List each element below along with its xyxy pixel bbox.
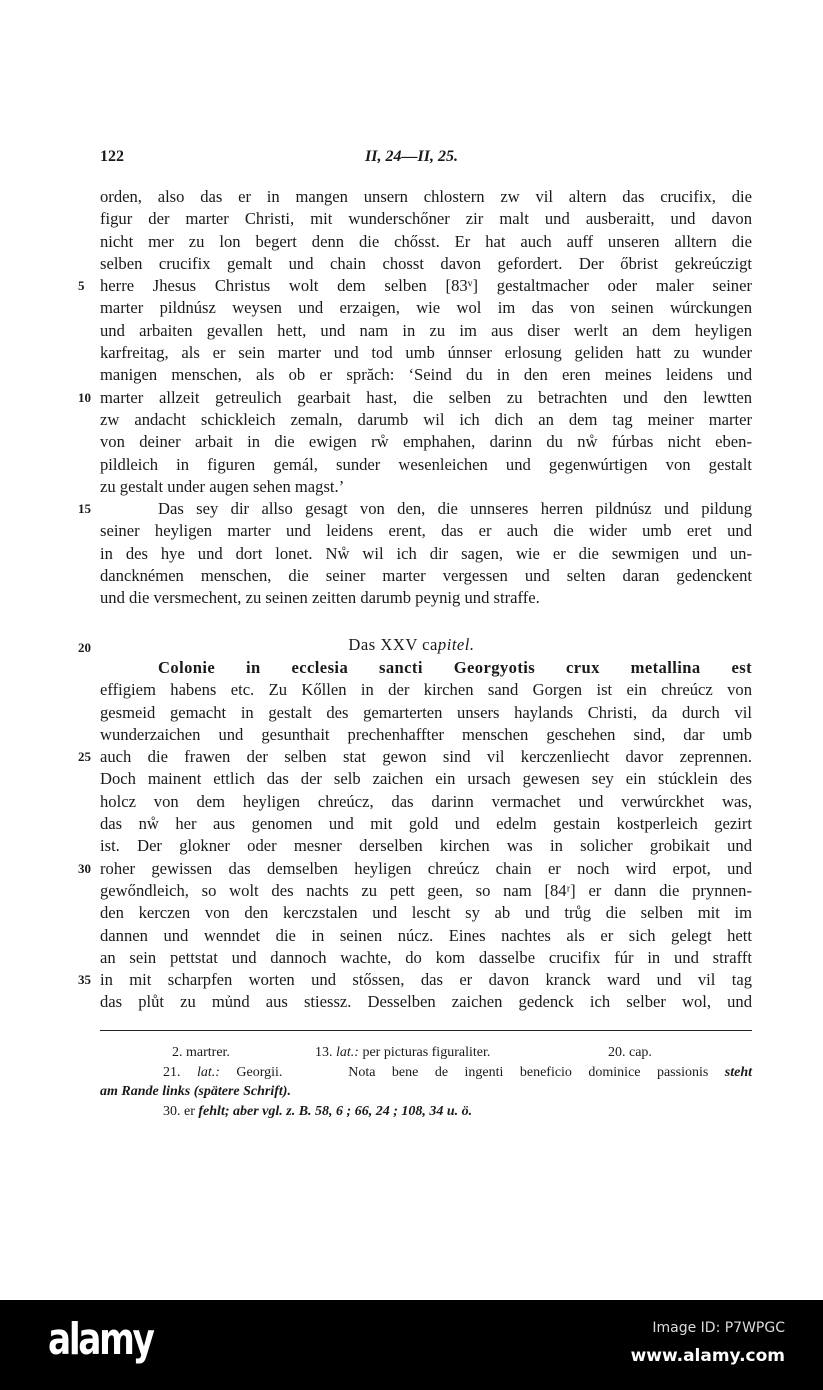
text-line: von deiner arbait in die ewigen rẘ emphahen, darinn du nẘ fúrbas nicht eben-	[100, 432, 752, 452]
text-line: in des hye und dort lonet. Nẘ wil ich dir sagen, wie er die sewmigen und un-	[100, 543, 752, 563]
text-line: orden, also das er in mangen unsern chlostern zw vil altern das crucifix, die	[100, 187, 752, 206]
text-line: 30 roher gewissen das demselben heyligen chreúcz chain er noch wird erpot, und	[100, 858, 752, 880]
footnote: 13. lat.: per picturas figuraliter.	[315, 1045, 491, 1060]
line-number: 35	[78, 972, 91, 988]
text-line: das plůt zu mủnd aus stiessz. Desselben zaichen gedenck ich selber wol, und	[100, 992, 752, 1012]
text-line: 15 Das sey dir allso gesagt von den, die unnseres herren pildnúsz und pildung	[100, 498, 752, 520]
text-line: Colonie in ecclesia sancti Georgyotis crux metallina est	[158, 658, 752, 677]
image-id: Image ID: P7WPGC	[652, 1320, 785, 1336]
text-line: manigen menschen, als ob er sprăch: ‘Seind du in den eren meines leidens und	[100, 365, 752, 385]
site-url: www.alamy.com	[630, 1346, 785, 1366]
body-text-part-1	[78, 186, 752, 610]
text-line: marter pildnúsz weysen und erzaigen, wie wol im das von seinen wúrckungen	[100, 298, 752, 318]
footnote: 20. cap.	[608, 1045, 652, 1060]
text-line: wunderzaichen und gesunthait prechenhaffter menschen geschehen sind, dar umb	[100, 724, 752, 744]
text-line: seiner heyligen marter und leidens erent, das er auch die wider umb eret und	[100, 521, 752, 541]
footnote: am Rande links (spätere Schrift).	[100, 1084, 291, 1099]
footnote: 30. er fehlt; aber vgl. z. B. 58, 6 ; 66, 24 ; 108, 34 u. ö.	[163, 1104, 473, 1119]
text-line: 25 auch die frawen der selben stat gewon sind vil kerczenliecht davor zeprennen.	[100, 746, 752, 768]
footnote-rule	[100, 1030, 752, 1031]
text-line: dannen und wenndet die in seinen núcz. Eines nachtes als er sich gelegt hett	[100, 925, 752, 945]
text-line: zw andacht schickleich zemaln, darumb wil ich dich an dem tag meiner marter	[100, 409, 752, 429]
watermark-banner	[0, 1300, 823, 1390]
text-line: und arbaiten gevallen hett, und nam in zu im aus diser werlt an dem heyligen	[100, 320, 752, 340]
text-line: figur der marter Christi, mit wunderschőner zir malt und ausberaitt, und davon	[100, 209, 752, 229]
text-line: dancknémen menschen, die seiner marter vergessen und selten daran gedenckent	[100, 566, 752, 586]
footnote: 2. martrer.	[172, 1045, 230, 1060]
text-line: karfreitag, als er sein marter und tod umb únnser erlosung geliden hatt zu wunder	[100, 343, 752, 363]
text-line: holcz von dem heyligen chreúcz, das darinn vermachet und verwúrckhet was,	[100, 791, 752, 811]
body-text-part-2	[78, 657, 752, 1014]
line-number: 10	[78, 389, 91, 405]
text-line: zu gestalt under augen sehen magst.’	[100, 476, 345, 496]
chapter-heading: Das XXV capitel.	[348, 635, 475, 654]
text-line: gewőndleich, so wolt des nachts zu pett geen, so nam [84ʳ] er dann die prynnen-	[100, 880, 752, 900]
text-line: den kerczen von den kerczstalen und lescht sy ab und trůg die selben mit im	[100, 903, 752, 923]
text-line: gesmeid gemacht in gestalt des gemarterten unsers haylands Christi, da durch vil	[100, 702, 752, 722]
text-line: und die versmechent, zu seinen zeitten darumb peynig und straffe.	[100, 588, 540, 608]
line-number: 30	[78, 860, 91, 876]
text-line: effigiem habens etc. Zu Kőllen in der kirchen sand Gorgen ist ein chreúcz von	[100, 680, 752, 700]
line-number: 5	[78, 278, 85, 294]
alamy-logo: alamy	[48, 1314, 153, 1365]
text-line: 35 in mit scharpfen worten und stőssen, das er davon kranck ward und vil tag	[100, 969, 752, 991]
page-number: 122	[100, 148, 124, 165]
line-number: 25	[78, 749, 91, 765]
text-line: nicht mer zu lon begert denn die chősst. Er hat auch auff unseren alltern die	[100, 231, 752, 251]
text-line: pildleich in figuren gemál, sunder wesenleichen und gegenwúrtigen von gestalt	[100, 454, 752, 474]
text-line: 10 marter allzeit getreulich gearbait hast, die selben zu betrachten und den lewtten	[100, 387, 752, 409]
line-number: 20	[78, 640, 91, 655]
text-line: das nẘ her aus genomen und mit gold und edelm gestain kostperleich gezirt	[100, 814, 752, 834]
text-line: Doch mainent ettlich das der selb zaichen ein ursach gewesen sey ein stúcklein des	[100, 769, 752, 789]
text-line: selben crucifix gemalt und chain chosst davon gefordert. Der őbrist gekreúczigt	[100, 253, 752, 273]
text-line: ist. Der glokner oder mesner derselben kirchen was in solicher grobikait und	[100, 836, 752, 856]
text-line: 5 herre Jhesus Christus wolt dem selben [83ᵛ] gestaltmacher oder maler seiner	[100, 275, 752, 297]
running-head: II, 24—II, 25.	[365, 148, 458, 165]
footnote: 21. lat.: Georgii. Nota bene de ingenti beneficio dominice passionis steht	[163, 1065, 753, 1080]
line-number: 15	[78, 501, 91, 517]
text-line: an sein pettstat und dannoch wachte, do kom dasselbe crucifix fúr in und strafft	[100, 947, 752, 967]
